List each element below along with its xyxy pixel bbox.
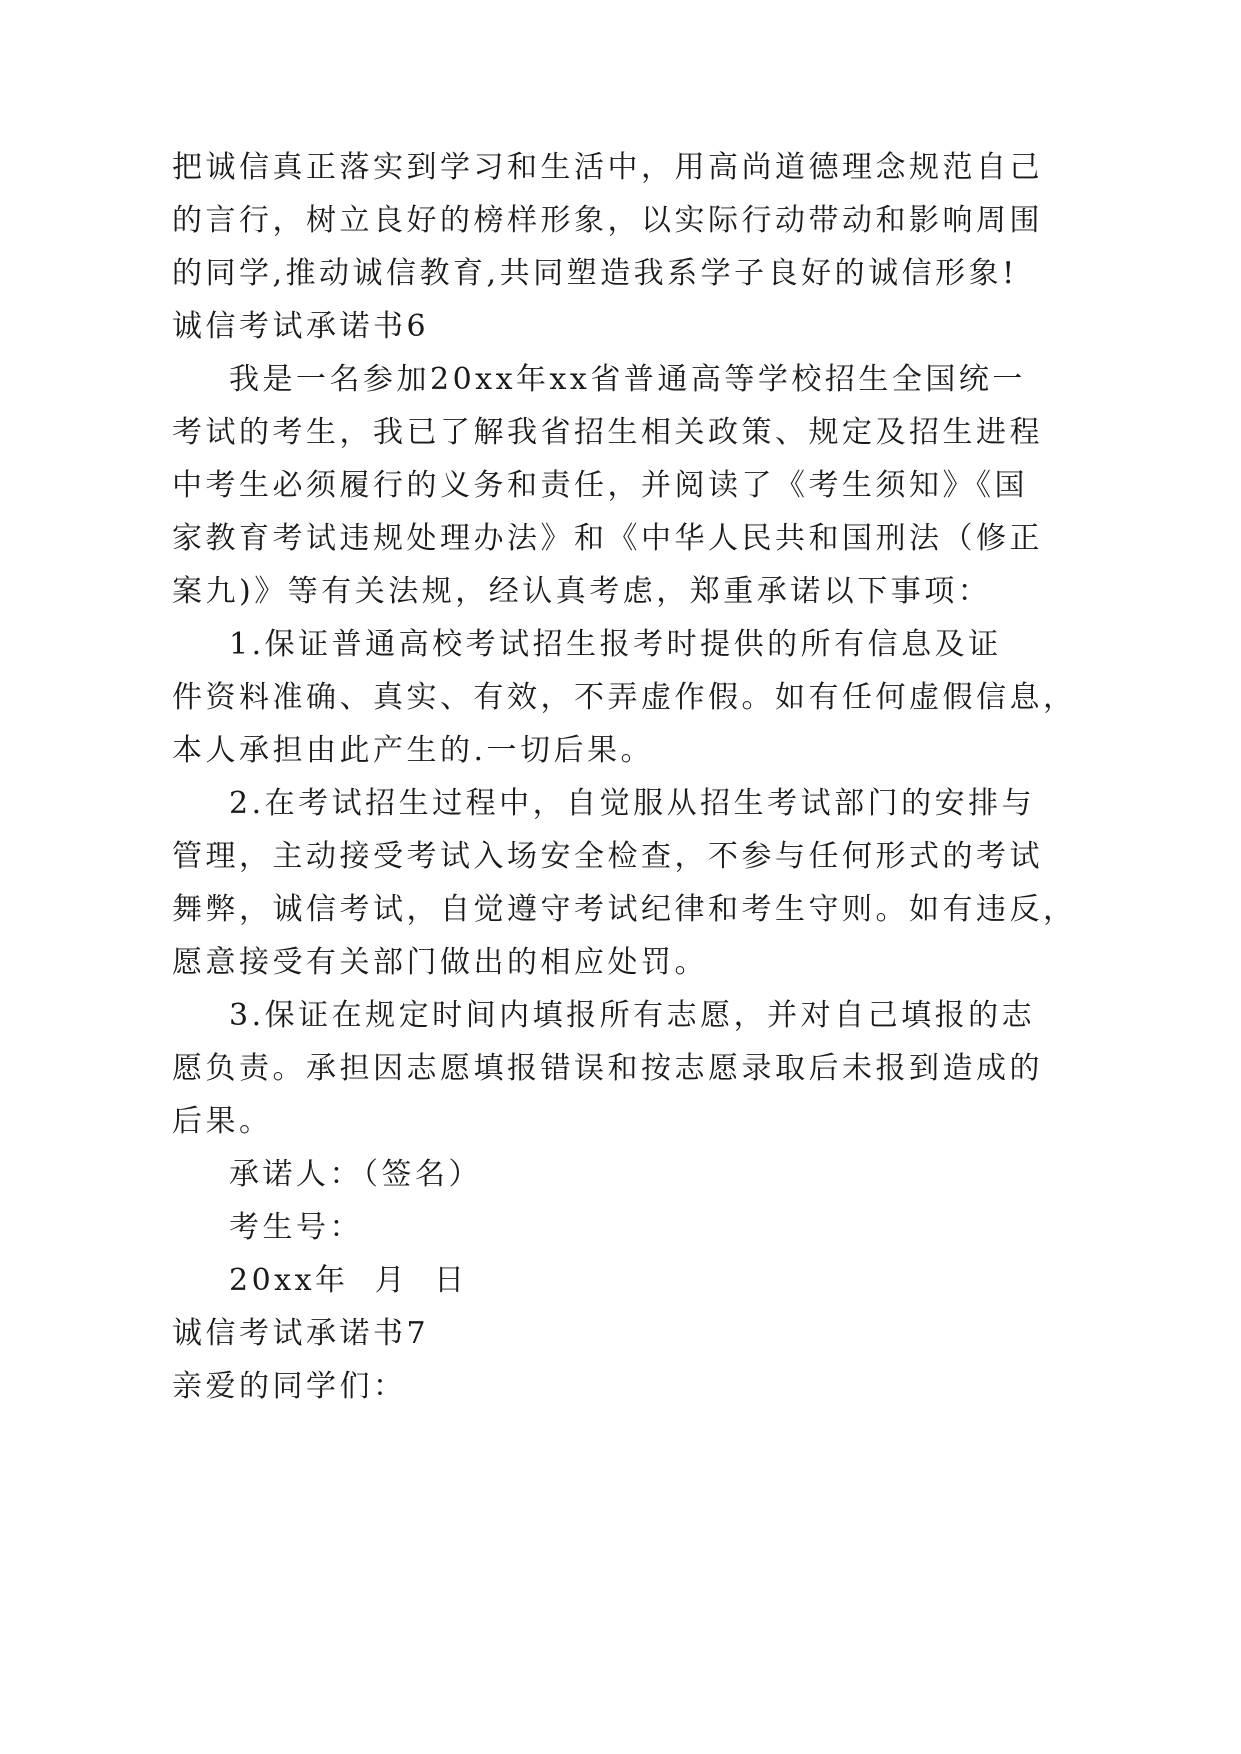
paragraph-line: 把诚信真正落实到学习和生活中，用高尚道德理念规范自己: [172, 150, 1043, 185]
candidate-number-label: 考生号：: [229, 1210, 363, 1245]
list-item-line: 3.保证在规定时间内填报所有志愿，并对自己填报的志: [229, 998, 1036, 1033]
paragraph-line: 中考生必须履行的义务和责任，并阅读了《考生须知》《国: [172, 468, 1028, 503]
list-item-line: 2.在考试招生过程中，自觉服从招生考试部门的安排与: [229, 786, 1036, 821]
list-item-line: 本人承担由此产生的.一切后果。: [172, 733, 655, 768]
paragraph-line: 的言行，树立良好的榜样形象，以实际行动带动和影响周围: [172, 203, 1043, 238]
date-line: 20xx年 月 日: [229, 1263, 468, 1298]
paragraph-line: 我是一名参加20xx年xx省普通高等学校招生全国统一: [229, 362, 1026, 397]
section-heading: 诚信考试承诺书7: [172, 1316, 430, 1351]
list-item-line: 后果。: [172, 1104, 273, 1139]
paragraph-line: 的同学,推动诚信教育,共同塑造我系学子良好的诚信形象!: [172, 256, 1018, 291]
list-item-line: 管理，主动接受考试入场安全检查，不参与任何形式的考试: [172, 839, 1043, 874]
list-item-line: 舞弊，诚信考试，自觉遵守考试纪律和考生守则。如有违反，: [172, 892, 1077, 927]
list-item-line: 愿意接受有关部门做出的相应处罚。: [172, 945, 708, 980]
paragraph-line: 家教育考试违规处理办法》和《中华人民共和国刑法（修正: [172, 521, 1043, 556]
paragraph-line: 案九)》等有关法规，经认真考虑，郑重承诺以下事项：: [172, 574, 992, 609]
paragraph-line: 考试的考生，我已了解我省招生相关政策、规定及招生进程: [172, 415, 1043, 450]
salutation: 亲爱的同学们：: [172, 1369, 407, 1404]
section-heading: 诚信考试承诺书6: [172, 309, 430, 344]
list-item-line: 1.保证普通高校考试招生报考时提供的所有信息及证: [229, 627, 1002, 662]
list-item-line: 愿负责。承担因志愿填报错误和按志愿录取后未报到造成的: [172, 1051, 1043, 1086]
list-item-line: 件资料准确、真实、有效，不弄虚作假。如有任何虚假信息，: [172, 680, 1077, 715]
signature-label: 承诺人：（签名）: [229, 1157, 482, 1192]
